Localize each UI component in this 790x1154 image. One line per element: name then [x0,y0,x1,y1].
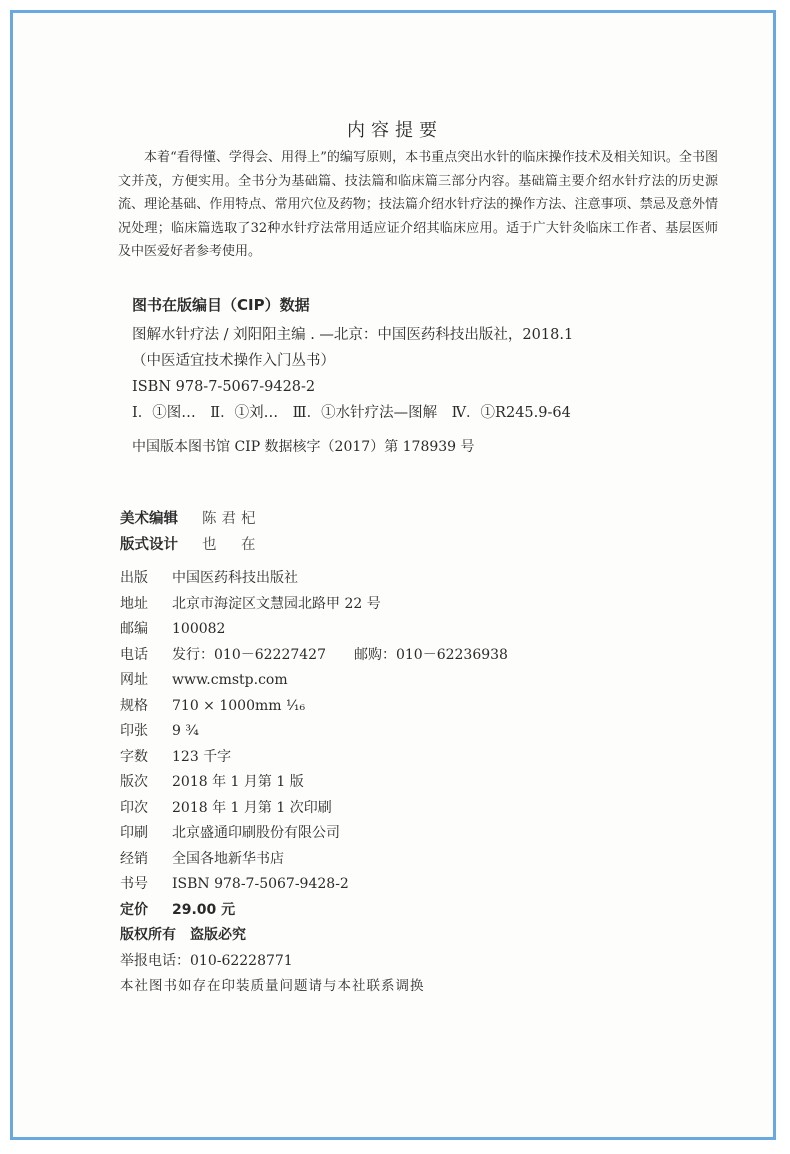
pub-row [120,770,720,796]
price-value: 29.00 元 [172,901,236,918]
staff-label: 美术编辑 [120,511,178,527]
pub-row [120,592,720,618]
report-phone: 举报电话：010-62228771 [120,952,293,969]
pub-label: 版次 [120,774,148,790]
staff-row [120,506,720,532]
cip-block [132,292,732,460]
summary-title: 内容提要 [347,120,443,141]
pub-label: 出版 [120,570,148,586]
pub-label: 印刷 [120,825,148,841]
pub-label: 电话 [120,646,148,663]
price-row [120,898,720,924]
pub-value: 北京盛通印刷股份有限公司 [172,825,340,841]
publishing-block [120,566,720,1000]
pub-value: 9 ³⁄₄ [172,723,199,739]
pub-value: ISBN 978-7-5067-9428-2 [172,876,349,892]
staff-value: 陈君杞 [202,511,261,527]
pub-row [120,566,720,592]
pub-label: 书号 [120,876,148,892]
summary-body [118,146,718,264]
pub-value: 710 × 1000mm ¹⁄₁₆ [172,697,306,714]
pub-row [120,617,720,643]
pub-row [120,872,720,898]
staff-row [120,532,720,558]
pub-label: 规格 [120,697,148,714]
cip-line: （中医适宜技术操作入门丛书） [132,353,335,369]
pub-value: 123 千字 [172,748,232,765]
pub-label: 印张 [120,723,148,739]
staff-label: 版式设计 [120,537,178,553]
pub-value: 2018 年 1 月第 1 版 [172,774,304,790]
pub-value: www.cmstp.com [172,672,288,688]
pub-label: 印次 [120,799,148,816]
pub-label: 网址 [120,672,148,688]
rights-row: 版权所有 盗版必究 [120,927,246,943]
pub-row [120,821,720,847]
summary-paragraph: 本着“看得懂、学得会、用得上”的编写原则，本书重点突出水针的临床操作技术及相关知识。全书图文并茂，方便实用。全书分为基础篇、技法篇和临床篇三部分内容。基础篇主要介绍水针疗法的历史源流、理论基础、作用特点、常用穴位及药物；技法篇介绍水针疗法的操作方法、注意事项、禁忌及意外情况处理；临床篇选取了32种水针疗法常用适应证介绍其临床应用。适于广大针灸临床工作者、基层医师及中医爱好者参考使用。 [118,150,718,259]
pub-label: 邮编 [120,621,148,637]
pub-row [120,796,720,822]
cip-verify: 中国版本图书馆 CIP 数据核字（2017）第 178939 号 [132,439,475,455]
pub-row [120,694,720,720]
pub-row [120,847,720,873]
pub-row [120,719,720,745]
pub-value: 北京市海淀区文慧园北路甲 22 号 [172,595,381,612]
pub-value: 全国各地新华书店 [172,850,284,867]
pub-row [120,643,720,669]
quality-notice: 本社图书如存在印装质量问题请与本社联系调换 [120,978,425,994]
pub-value: 中国医药科技出版社 [172,570,298,586]
pub-label: 字数 [120,748,148,765]
pub-label: 经销 [120,850,148,867]
pub-value: 100082 [172,621,226,637]
pub-label: 地址 [120,595,148,612]
pub-row [120,668,720,694]
cip-line: ISBN 978-7-5067-9428-2 [132,379,316,395]
staff-value: 也 在 [202,537,261,553]
cip-title: 图书在版编目（CIP）数据 [132,296,310,314]
cip-line: 图解水针疗法 / 刘阳阳主编 . —北京：中国医药科技出版社，2018.1 [132,327,574,343]
staff-block [120,506,720,558]
cip-line: Ⅰ．①图… Ⅱ．①刘… Ⅲ．①水针疗法—图解 Ⅳ．①R245.9-64 [132,405,571,421]
pub-value: 发行：010－62227427 邮购：010－62236938 [172,646,508,663]
price-label: 定价 [120,901,148,918]
pub-value: 2018 年 1 月第 1 次印刷 [172,799,332,816]
pub-row [120,745,720,771]
